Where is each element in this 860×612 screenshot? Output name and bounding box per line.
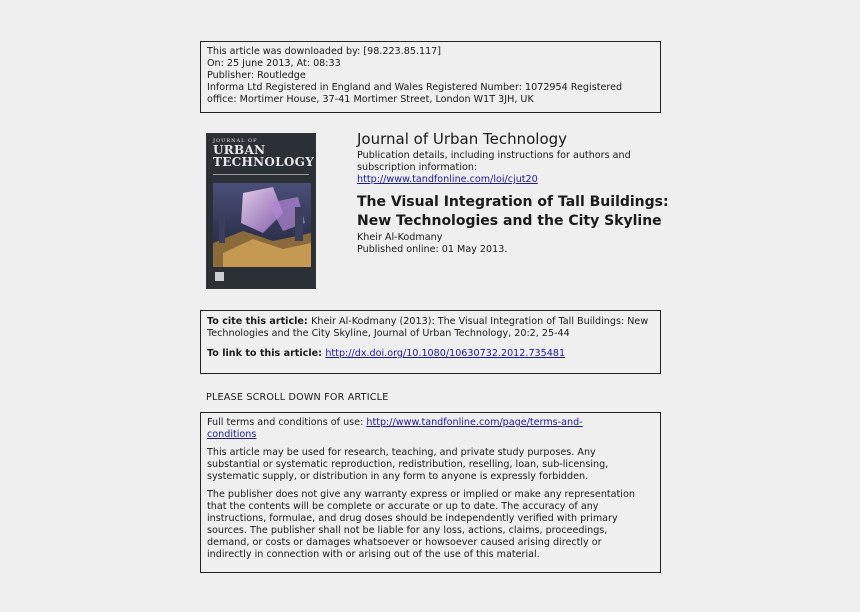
cite-label: To cite this article: — [207, 316, 312, 327]
cite-line — [207, 316, 654, 328]
publication-details-line: subscription information: — [357, 162, 478, 173]
terms-paragraph-1 — [207, 447, 654, 483]
terms-intro — [207, 417, 654, 441]
link-line — [207, 348, 654, 360]
cover-masthead-line2: TECHNOLOGY — [213, 155, 315, 169]
journal-title: Journal of Urban Technology — [357, 130, 568, 148]
terms-url-link-cont[interactable]: conditions — [207, 429, 257, 440]
author-name: Kheir Al-Kodmany — [357, 232, 443, 243]
cite-text: Kheir Al-Kodmany (2013): The Visual Integration of Tall Buildings: New — [311, 316, 649, 327]
cover-divider — [213, 174, 309, 175]
download-info-line: Publisher: Routledge — [207, 70, 306, 81]
article-title-line: New Technologies and the City Skyline — [357, 213, 662, 229]
journal-cover-image — [206, 133, 316, 289]
journal-url-link[interactable]: http://www.tandfonline.com/loi/cjut20 — [357, 174, 538, 185]
terms-text-line: sources. The publisher shall not be liable for any loss, actions, claims, proceedings, — [207, 525, 608, 536]
link-label: To link to this article: — [207, 348, 326, 359]
cite-text: Technologies and the City Skyline, Journal of Urban Technology, 20:2, 25-44 — [207, 328, 570, 339]
download-info-line: office: Mortimer House, 37-41 Mortimer Street, London W1T 3JH, UK — [207, 94, 534, 105]
terms-text-line: The publisher does not give any warranty express or implied or make any representation — [207, 489, 635, 500]
terms-box — [200, 412, 661, 573]
terms-text-line: that the contents will be complete or accurate or up to date. The accuracy of any — [207, 501, 599, 512]
terms-text-line: demand, or costs or damages whatsoever or howsoever caused arising directly or — [207, 537, 602, 548]
doi-link[interactable]: http://dx.doi.org/10.1080/10630732.2012.735481 — [325, 348, 566, 359]
terms-url-link[interactable]: http://www.tandfonline.com/page/terms-and- — [366, 417, 583, 428]
download-info-box — [200, 41, 661, 113]
article-title — [357, 193, 669, 231]
cover-masthead-small: JOURNAL OF — [213, 138, 258, 144]
terms-text-line: systematic supply, or distribution in any form to anyone is expressly forbidden. — [207, 471, 589, 482]
terms-text-line: substantial or systematic reproduction, redistribution, reselling, loan, sub-licensing, — [207, 459, 609, 470]
terms-paragraph-2 — [207, 489, 654, 561]
publication-details-line: Publication details, including instructions for authors and — [357, 150, 631, 161]
citation-box — [200, 310, 661, 374]
download-info-line: Informa Ltd Registered in England and Wales Registered Number: 1072954 Registered — [207, 82, 623, 93]
scroll-notice: PLEASE SCROLL DOWN FOR ARTICLE — [206, 392, 389, 403]
terms-text-line: This article may be used for research, teaching, and private study purposes. Any — [207, 447, 596, 458]
published-date: Published online: 01 May 2013. — [357, 244, 508, 255]
author-block — [357, 232, 507, 256]
cover-masthead — [213, 138, 315, 169]
terms-text-line: indirectly in connection with or arising out of the use of this material. — [207, 549, 540, 560]
publisher-logo — [215, 272, 224, 281]
terms-intro-text: Full terms and conditions of use: — [207, 417, 367, 428]
download-info-line: On: 25 June 2013, At: 08:33 — [207, 58, 341, 69]
publication-details — [357, 150, 631, 186]
article-title-line: The Visual Integration of Tall Buildings: — [357, 194, 669, 210]
cover-masthead-line1: URBAN — [213, 143, 266, 157]
download-info-line: This article was downloaded by: [98.223.85.117] — [207, 46, 442, 57]
cover-photo — [213, 183, 311, 267]
terms-text-line: instructions, formulae, and drug doses should be independently verified with primary — [207, 513, 618, 524]
